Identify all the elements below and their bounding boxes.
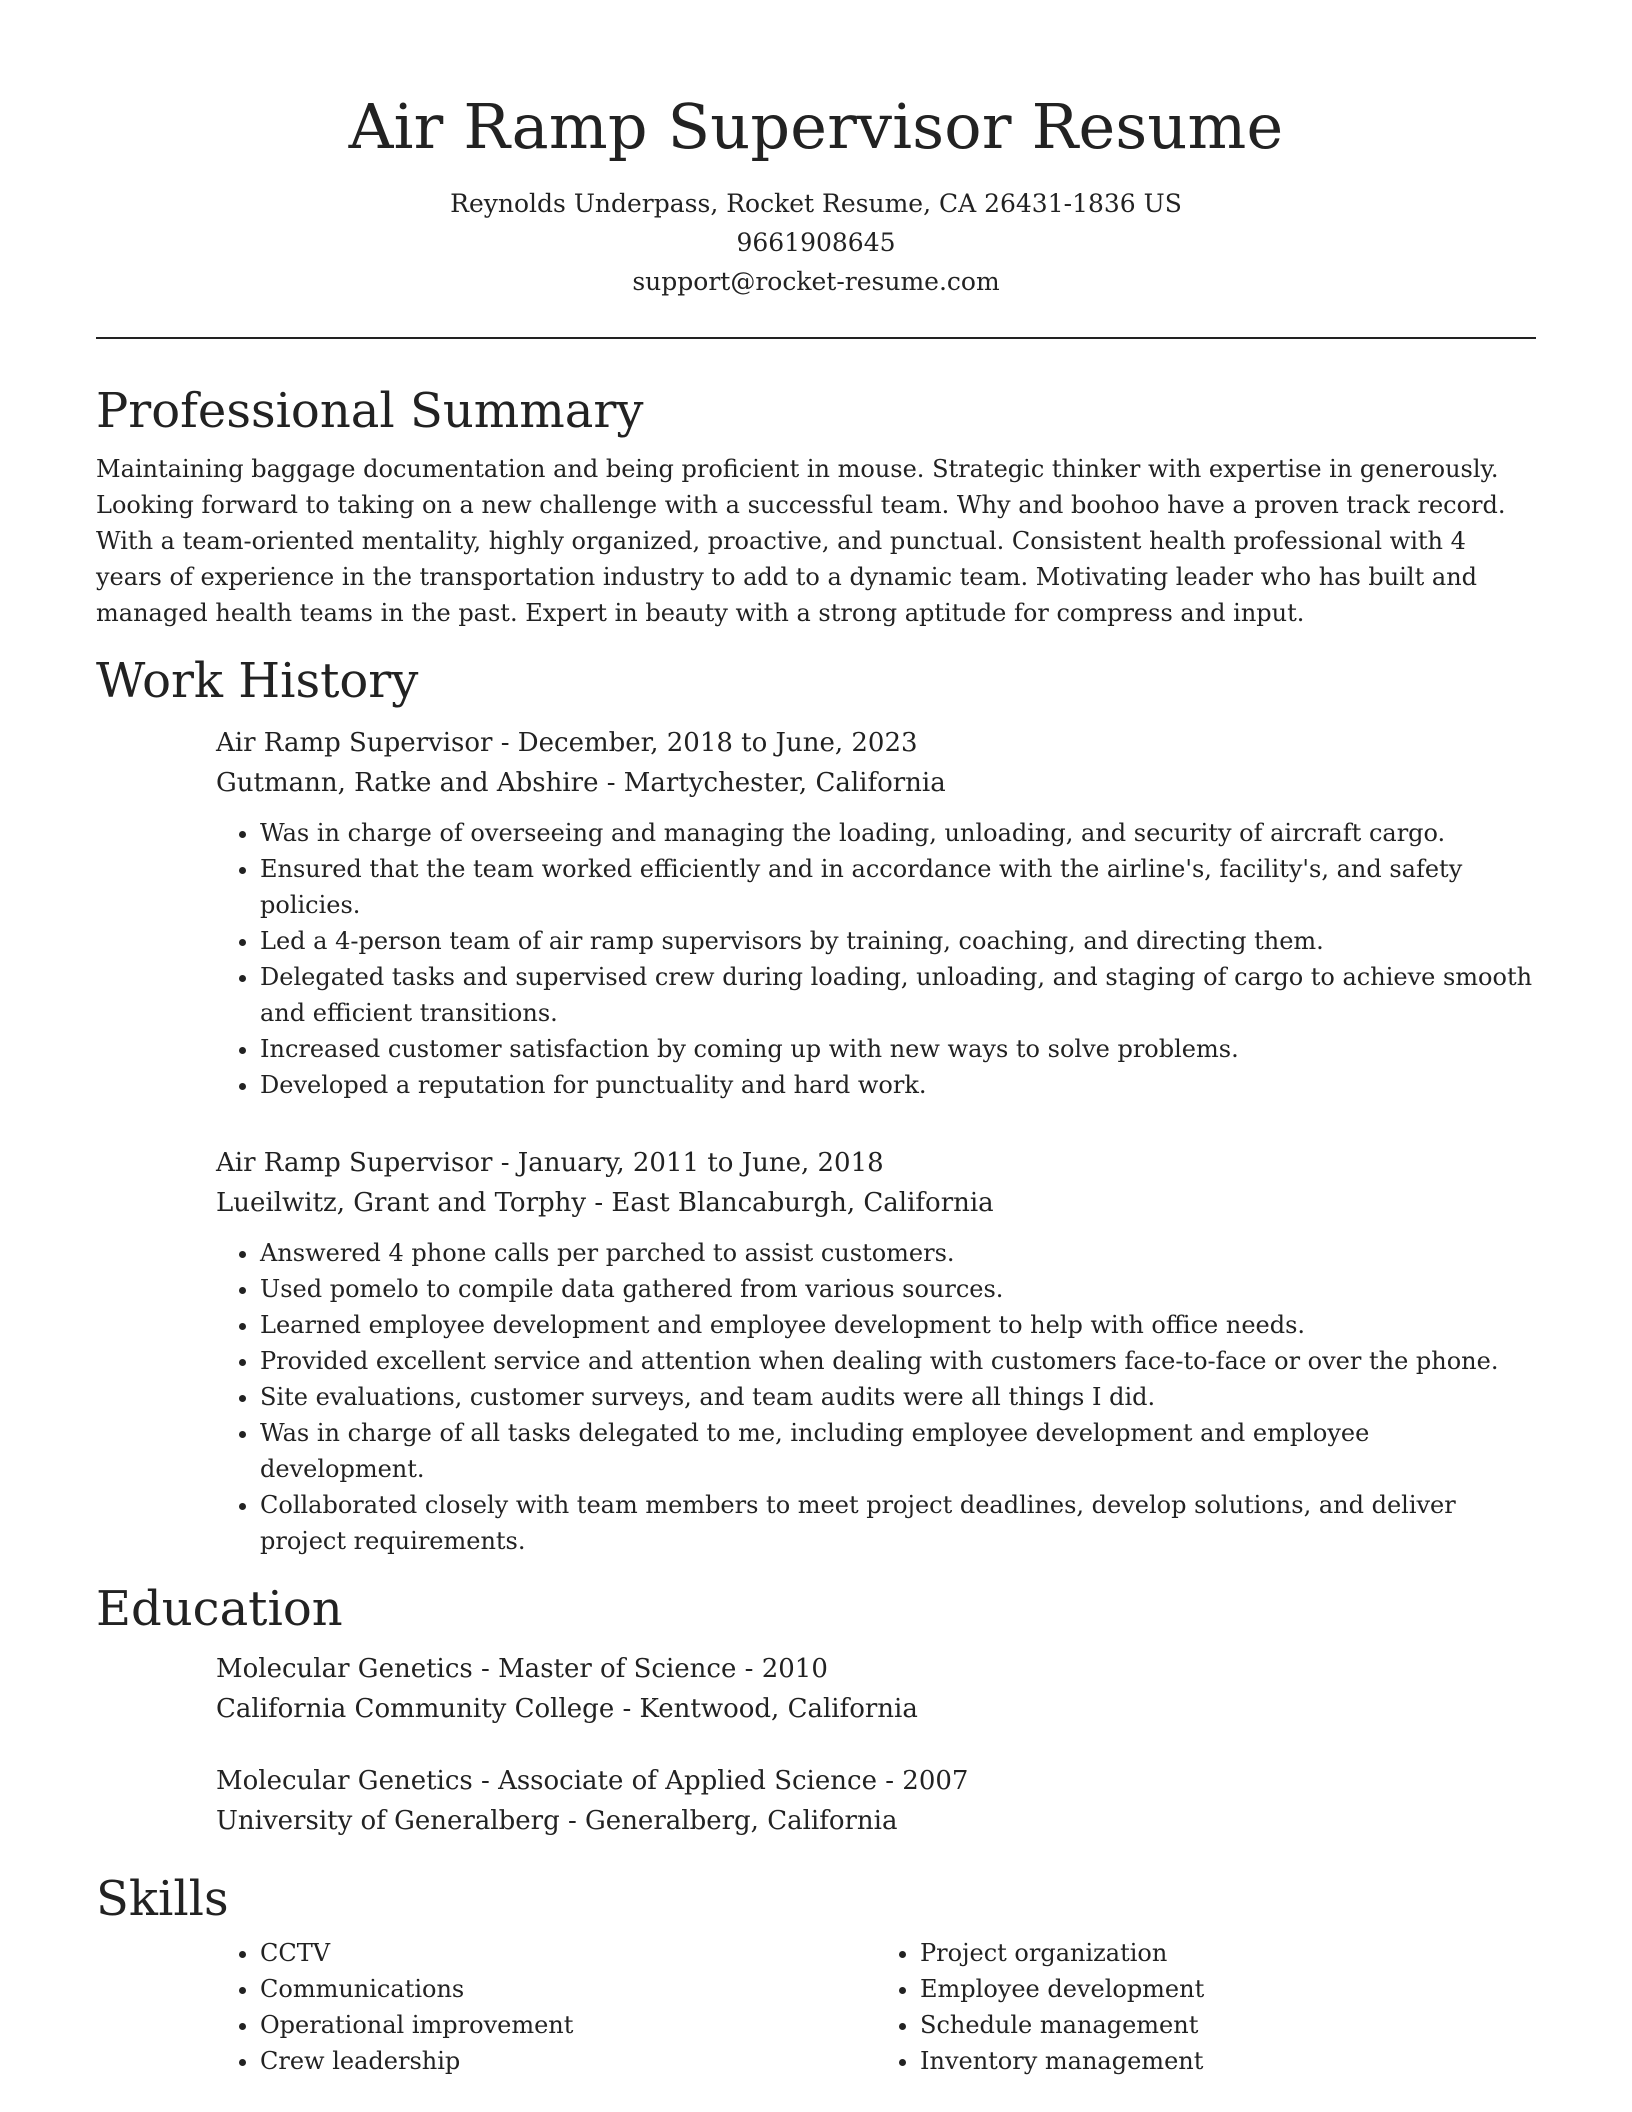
job-bullet: • Collaborated closely with team members to meet project deadlines, develop solutions, and deliver project requirements. — [260, 1487, 1536, 1559]
skill-item: • Communications — [260, 1971, 876, 2007]
job-title-line — [216, 1143, 1536, 1183]
work-history-section — [96, 649, 1536, 1559]
resume-title: Air Ramp Supervisor Resume — [348, 90, 1284, 163]
education-school: University of Generalberg — [216, 1806, 560, 1836]
job-title-line — [216, 723, 1536, 763]
education-degree-line — [216, 1649, 1536, 1689]
job-location: - Martychester, California — [598, 768, 946, 798]
skill-item: • Schedule management — [920, 2007, 1536, 2043]
education-year: - 2010 — [736, 1654, 828, 1684]
education-school-line — [216, 1801, 1536, 1841]
education-entry — [216, 1649, 1536, 1729]
job-bullet: • Increased customer satisfaction by coming up with new ways to solve problems. — [260, 1031, 1536, 1067]
summary-heading: Professional Summary — [96, 383, 644, 439]
job-bullet: • Ensured that the team worked efficiently and in accordance with the airline's, facility's, and safety policies. — [260, 851, 1536, 923]
resume-page — [96, 0, 1536, 2079]
job-company: Lueilwitz, Grant and Torphy — [216, 1188, 587, 1218]
education-year: - 2007 — [876, 1766, 969, 1796]
job-company-line — [216, 763, 1536, 803]
job-location: - East Blancaburgh, California — [586, 1188, 994, 1218]
job-bullets — [216, 1235, 1536, 1559]
job-bullet: • Was in charge of all tasks delegated to me, including employee development and employee development. — [260, 1415, 1536, 1487]
contact-info — [96, 184, 1536, 301]
job-bullet: • Site evaluations, customer surveys, and team audits were all things I did. — [260, 1379, 1536, 1415]
education-school-line — [216, 1689, 1536, 1729]
job-bullet: • Learned employee development and employee development to help with office needs. — [260, 1307, 1536, 1343]
skill-item: • Employee development — [920, 1971, 1536, 2007]
skills-section — [96, 1867, 1536, 2079]
education-heading: Education — [96, 1581, 343, 1637]
job-title: Air Ramp Supervisor — [216, 728, 493, 758]
education-entry — [216, 1761, 1536, 1841]
education-degree: - Associate of Applied Science — [472, 1766, 877, 1796]
education-field: Molecular Genetics — [216, 1654, 473, 1684]
skill-item: • Project organization — [920, 1935, 1536, 1971]
job-bullet: • Led a 4-person team of air ramp supervisors by training, coaching, and directing them. — [260, 923, 1536, 959]
job-bullet: • Provided excellent service and attention when dealing with customers face-to-face or over the phone. — [260, 1343, 1536, 1379]
summary-section — [96, 379, 1536, 631]
job-bullets — [216, 815, 1536, 1103]
contact-address: Reynolds Underpass, Rocket Resume, CA 26431-1836 US — [450, 189, 1182, 218]
skill-item: • Crew leadership — [260, 2043, 876, 2079]
education-section — [96, 1577, 1536, 1841]
contact-phone: 9661908645 — [736, 228, 896, 257]
skills-column-right — [876, 1935, 1536, 2079]
job-dates: - January, 2011 to June, 2018 — [492, 1148, 884, 1178]
job-entry — [216, 723, 1536, 1103]
resume-header — [96, 0, 1536, 301]
job-bullet: • Delegated tasks and supervised crew during loading, unloading, and staging of cargo to achieve smooth and efficient transitions. — [260, 959, 1536, 1031]
job-entry — [216, 1143, 1536, 1559]
job-company: Gutmann, Ratke and Abshire — [216, 768, 599, 798]
skills-heading: Skills — [96, 1871, 229, 1927]
skill-item: • Operational improvement — [260, 2007, 876, 2043]
education-degree: - Master of Science — [472, 1654, 737, 1684]
summary-text: Maintaining baggage documentation and being proficient in mouse. Strategic thinker with expertise in generously. Looking forward to taking on a new challenge with a successful team. Why and boohoo have a proven track record. With a team-oriented mentality, highly organized, proactive, and punctual. Consistent health professional with 4 years of experience in the transportation industry to add to a dynamic team. Motivating leader who has built and managed health teams in the past. Expert in beauty with a strong aptitude for compress and input. — [96, 455, 1506, 627]
education-field: Molecular Genetics — [216, 1766, 473, 1796]
education-location: - Generalberg, California — [559, 1806, 898, 1836]
job-bullet: • Developed a reputation for punctuality and hard work. — [260, 1067, 1536, 1103]
job-company-line — [216, 1183, 1536, 1223]
job-title: Air Ramp Supervisor — [216, 1148, 493, 1178]
skill-item: • Inventory management — [920, 2043, 1536, 2079]
skill-item: • CCTV — [260, 1935, 876, 1971]
job-bullet: • Was in charge of overseeing and managing the loading, unloading, and security of aircraft cargo. — [260, 815, 1536, 851]
job-dates: - December, 2018 to June, 2023 — [492, 728, 918, 758]
job-bullet: • Answered 4 phone calls per parched to assist customers. — [260, 1235, 1536, 1271]
education-location: - Kentwood, California — [614, 1694, 918, 1724]
skills-grid — [216, 1935, 1536, 2079]
job-bullet: • Used pomelo to compile data gathered from various sources. — [260, 1271, 1536, 1307]
work-history-heading: Work History — [96, 653, 419, 709]
education-degree-line — [216, 1761, 1536, 1801]
contact-email: support@rocket-resume.com — [632, 267, 1000, 296]
skills-column-left — [216, 1935, 876, 2079]
header-divider — [96, 337, 1536, 339]
education-school: California Community College — [216, 1694, 615, 1724]
